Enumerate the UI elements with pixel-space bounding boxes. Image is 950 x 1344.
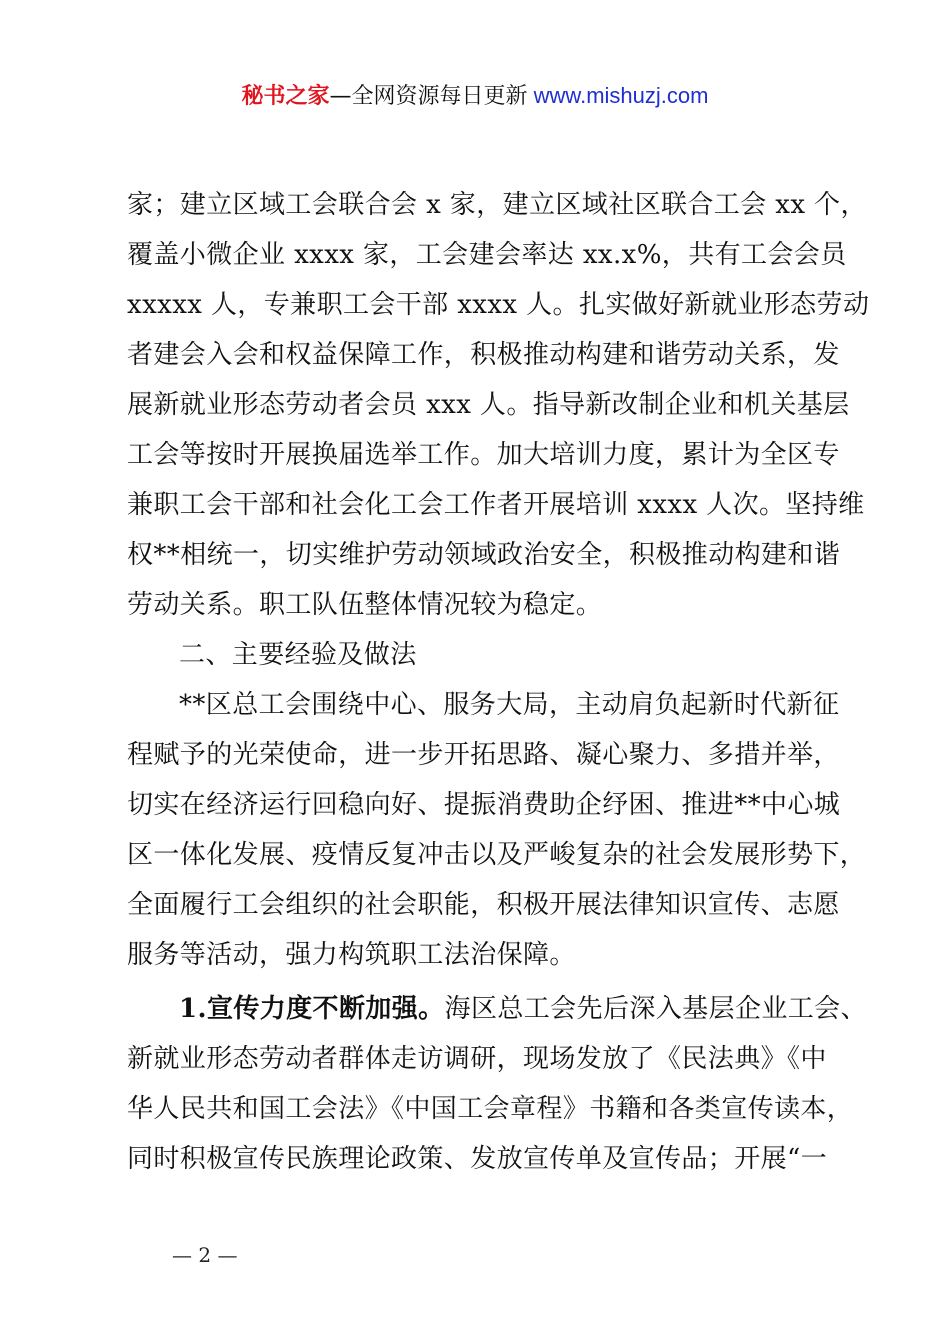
body-line: 区一体化发展、疫情反复冲击以及严峻复杂的社会发展形势下，: [127, 840, 867, 870]
body-line: 全面履行工会组织的社会职能，积极开展法律知识宣传、志愿: [127, 890, 840, 920]
header-tagline: —全网资源每日更新: [329, 84, 528, 109]
brand-name: 秘书之家: [241, 84, 330, 109]
body-line: 兼职工会干部和社会化工会工作者开展培训 xxxx 人次。坚持维: [127, 490, 865, 520]
body-line: xxxxx 人，专兼职工会干部 xxxx 人。扎实做好新就业形态劳动: [127, 290, 870, 320]
body-line: 新就业形态劳动者群体走访调研，现场发放了《民法典》《中: [127, 1044, 827, 1074]
body-line: 服务等活动，强力构筑职工法治保障。: [127, 940, 576, 970]
body-line: 程赋予的光荣使命，进一步开拓思路、凝心聚力、多措并举，: [127, 740, 840, 770]
subsection-text: 海区总工会先后深入基层企业工会、: [444, 994, 867, 1024]
subsection-heading: 1.宣传力度不断加强。: [179, 994, 445, 1024]
body-line: 展新就业形态劳动者会员 xxx 人。指导新改制企业和机关基层: [127, 390, 850, 420]
section-heading: 二、主要经验及做法: [179, 640, 417, 670]
page-number: — 2 —: [172, 1243, 238, 1267]
body-line: 工会等按时开展换届选举工作。加大培训力度，累计为全区专: [127, 440, 840, 470]
site-url-link[interactable]: www.mishuzj.com: [527, 83, 709, 108]
site-header: [0, 80, 950, 113]
body-line: 权**相统一，切实维护劳动领域政治安全，积极推动构建和谐: [127, 540, 841, 570]
paragraph-first-line: **区总工会围绕中心、服务大局，主动肩负起新时代新征: [179, 690, 840, 720]
body-line: 覆盖小微企业 xxxx 家，工会建会率达 xx.x%，共有工会会员: [127, 240, 847, 270]
body-line: 切实在经济运行回稳向好、提振消费助企纾困、推进**中心城: [127, 790, 841, 820]
section1-first-line: [179, 984, 867, 1034]
body-line: 者建会入会和权益保障工作，积极推动构建和谐劳动关系，发: [127, 340, 840, 370]
body-line: 同时积极宣传民族理论政策、发放宣传单及宣传品；开展“一: [127, 1144, 828, 1174]
body-line: 家；建立区域工会联合会 x 家，建立区域社区联合工会 xx 个，: [127, 190, 867, 220]
body-line: 华人民共和国工会法》《中国工会章程》书籍和各类宣传读本，: [127, 1094, 854, 1124]
body-line: 劳动关系。职工队伍整体情况较为稳定。: [127, 590, 603, 620]
